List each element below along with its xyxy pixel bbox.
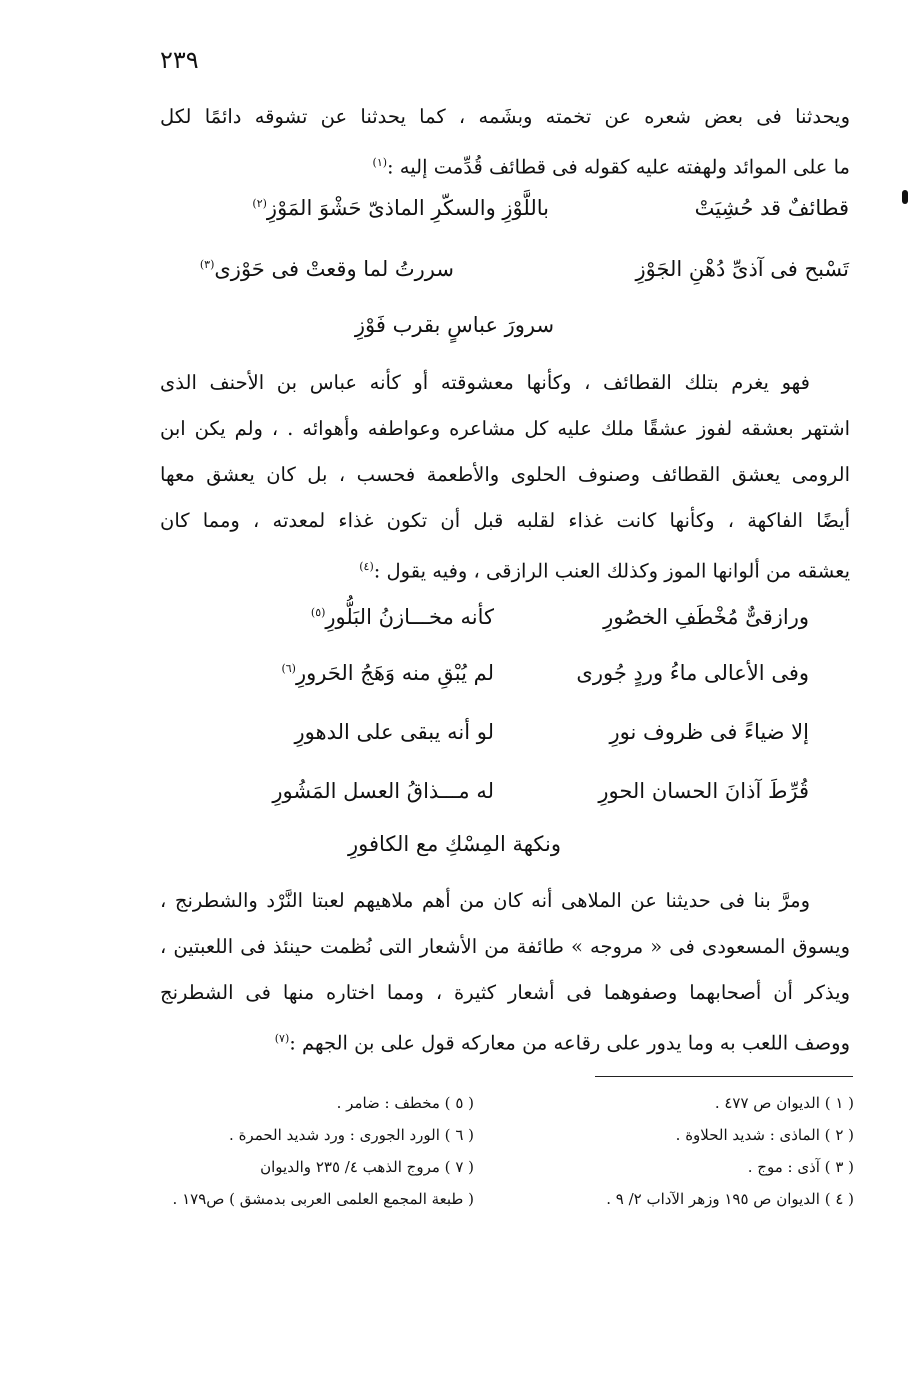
paragraph-line: [160, 140, 850, 186]
paragraph-3: [160, 878, 850, 1062]
footnote-ref: (٣): [199, 258, 215, 271]
verse-hemistich: [281, 661, 494, 685]
paragraph-line: اشتهر بعشقه لفوز عشقًا ملك عليه كل مشاعره وعواطفه وأهوائه . ، ولم يكن ابن: [160, 417, 850, 440]
verse-hemistich: ورازقىٌّ مُخْطَفِ الخصُورِ: [603, 605, 809, 629]
paragraph-line-text: ووصف اللعب به وما يدور على رقاعه من معاركه قول على بن الجهم :: [289, 1031, 850, 1055]
verse-hemistich: [252, 196, 549, 220]
footnote-divider: [595, 1076, 853, 1077]
paragraph-line: الرومى يعشق القطائف وصنوف الحلوى والأطعمة فحسب ، بل كان يعشق معها: [160, 463, 850, 486]
verse-hemistich: له مـــذاقُ العسل المَشُورِ: [272, 779, 494, 803]
paragraph-line: ومرَّ بنا فى حديثنا عن الملاهى أنه كان من أهم ملاهيهم لعبتا النَّرْد والشطرنج ،: [160, 889, 810, 912]
verse-hemistich: إلا ضياءً فى ظروف نورِ: [609, 720, 809, 744]
page-edge-mark: [902, 190, 908, 204]
paragraph-line: أيضًا الفاكهة ، وكأنها كانت غذاء لقلبه قبل أن تكون غذاء لمعدته ، ومما كان: [160, 509, 850, 532]
footnote: ( ٦ ) الورد الجورى : ورد شديد الحمرة .: [229, 1126, 474, 1144]
verse-hemistich: وفى الأعالى ماءُ وردٍ جُورى: [576, 661, 809, 685]
footnote-ref: (٢): [252, 197, 267, 210]
footnote: ( ٢ ) الماذى : شديد الحلاوة .: [675, 1126, 854, 1144]
footnote: ( ٥ ) مخطف : ضامر .: [336, 1094, 474, 1112]
footnote-ref: (٦): [281, 662, 296, 675]
paragraph-1: [160, 94, 850, 186]
footnote-ref: (٥): [310, 606, 326, 619]
verse-hemistich-text: لم يُبْقِ منه وَهَجُ الحَرورِ: [295, 661, 494, 685]
footnote: ( ٣ ) آذى : موج .: [747, 1158, 854, 1176]
verse-hemistich: [200, 257, 454, 281]
verse-hemistich-text: سررتُ لما وقعتْ فى حَوْزى: [214, 257, 454, 281]
footnote: ( ٧ ) مروج الذهب ٤/ ٢٣٥ والديوان: [260, 1158, 474, 1176]
verse-hemistich: لو أنه يبقى على الدهورِ: [294, 720, 494, 744]
footnote: ( ١ ) الديوان ص ٤٧٧ .: [714, 1094, 854, 1112]
paragraph-line: ويسوق المسعودى فى « مروجه » طائفة من الأشعار التى نُظمت حينئذ فى اللعبتين ،: [160, 935, 850, 958]
footnote-ref: (٤): [359, 560, 374, 573]
paragraph-line-text: يعشقه من ألوانها الموز وكذلك العنب الرازقى ، وفيه يقول :: [373, 559, 850, 583]
paragraph-line: فهو يغرم بتلك القطائف ، وكأنها معشوقته أو كأنه عباس بن الأحنف الذى: [160, 371, 810, 394]
verse-hemistich: [311, 605, 494, 629]
verse-hemistich-text: كأنه مخـــازنُ البَلُّورِ: [325, 605, 494, 629]
paragraph-line: [160, 1016, 850, 1062]
footnote: ( ٤ ) الديوان ص ١٩٥ وزهر الآداب ٢/ ٩ .: [606, 1190, 854, 1208]
verse-hemistich-text: باللَّوْزِ والسكّرِ الماذىّ حَشْوَ المَوْزِ: [266, 196, 549, 220]
verse-tail: ونكهة المِسْكِ مع الكافورِ: [347, 832, 562, 856]
page-number: ٢٣٩: [160, 46, 199, 74]
paragraph-line: ويحدثنا فى بعض شعره عن تخمته وبشَمه ، كما يحدثنا عن تشوقه دائمًا لكل: [160, 105, 850, 128]
footnote-ref: (١): [372, 156, 388, 169]
verse-tail: سرورَ عباسٍ بقرب فَوْزِ: [354, 313, 555, 337]
paragraph-line: ويذكر أن أصحابهما وصفوهما فى أشعار كثيرة ، ومما اختاره منها فى الشطرنج: [160, 981, 850, 1004]
verse-hemistich: تَسْبح فى آذىِّ دُهْنِ الجَوْزِ: [635, 257, 849, 281]
verse-hemistich: قُرِّطَ آذانَ الحسان الحورِ: [598, 779, 809, 803]
paragraph-line-text: ما على الموائد ولهفته عليه كقوله فى قطائف قُدِّمت إليه :: [387, 155, 850, 179]
footnote-ref: (٧): [274, 1032, 290, 1045]
verse-hemistich: قطائفٌ قد حُشِيَتْ: [694, 196, 849, 220]
footnote: ( طبعة المجمع العلمى العربى بدمشق ) ص١٧٩ .: [172, 1190, 474, 1208]
paragraph-line: [160, 544, 850, 590]
paragraph-2: [160, 360, 850, 590]
